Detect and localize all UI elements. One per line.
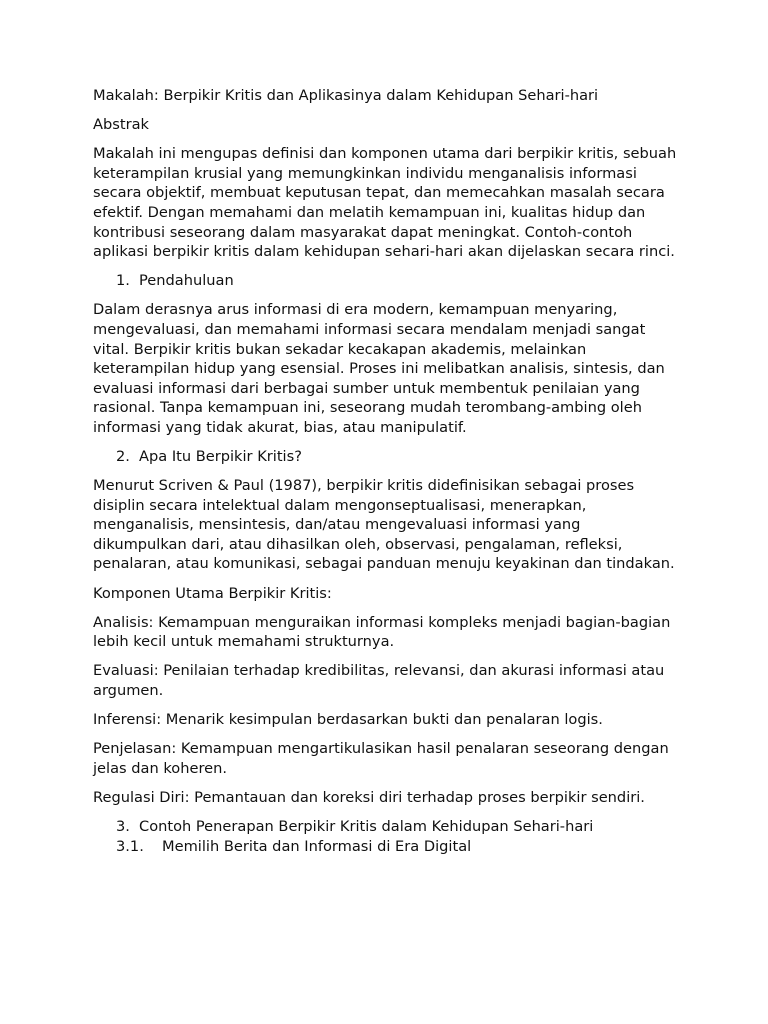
intro-paragraph: Dalam derasnya arus informasi di era modern, kemampuan menyaring, mengevaluasi, dan memahami informasi secara mendalam menjadi sangat vital. Berpikir kritis bukan sekadar kecakapan akademis, melainkan keterampilan hidup yang esensial. Proses ini melibatkan analisis, sintesis, dan evaluasi informasi dari berbagai sumber untuk membentuk penilaian yang rasional. Tanpa kemampuan ini, seseorang mudah terombang-ambing oleh informasi yang tidak akurat, bias, atau manipulatif.	[93, 301, 665, 436]
section-heading-1	[93, 271, 678, 291]
component-item: Inferensi: Menarik kesimpulan berdasarkan bukti dan penalaran logis.	[93, 711, 603, 729]
abstract-heading: Abstrak	[93, 116, 149, 134]
components-heading: Komponen Utama Berpikir Kritis:	[93, 584, 332, 602]
subsection-number: 3.1.	[116, 837, 144, 855]
definition-paragraph: Menurut Scriven & Paul (1987), berpikir kritis didefinisikan sebagai proses disiplin secara intelektual dalam mengonseptualisasi, menerapkan, menganalisis, mensintesis, dan/atau mengevaluasi informasi yang dikumpulkan dari, atau dihasilkan oleh, observasi, pengalaman, refleksi, penalaran, atau komunikasi, sebagai panduan menuju keyakinan dan tindakan.	[93, 477, 675, 573]
subsection-heading	[93, 837, 678, 857]
document-title: Makalah: Berpikir Kritis dan Aplikasinya dalam Kehidupan Sehari-hari	[93, 87, 599, 104]
component-item: Evaluasi: Penilaian terhadap kredibilitas, relevansi, dan akurasi informasi atau argumen.	[93, 662, 665, 699]
section-title: Contoh Penerapan Berpikir Kritis dalam Kehidupan Sehari-hari	[139, 817, 594, 835]
section-number: 2.	[116, 448, 130, 465]
section-heading-3	[93, 817, 678, 837]
section-heading-2	[93, 447, 678, 467]
component-item: Analisis: Kemampuan menguraikan informasi kompleks menjadi bagian-bagian lebih kecil untuk memahami strukturnya.	[93, 613, 671, 651]
abstract-paragraph: Makalah ini mengupas definisi dan komponen utama dari berpikir kritis, sebuah keterampilan krusial yang memungkinkan individu menganalisis informasi secara objektif, membuat keputusan tepat, dan memecahkan masalah secara efektif. Dengan memahami dan melatih kemampuan ini, kualitas hidup dan kontribusi seseorang dalam masyarakat dapat meningkat. Contoh-contoh aplikasi berpikir kritis dalam kehidupan sehari-hari akan dijelaskan secara rinci.	[93, 145, 677, 261]
component-item: Penjelasan: Kemampuan mengartikulasikan hasil penalaran seseorang dengan jelas dan koheren.	[93, 740, 669, 777]
component-item: Regulasi Diri: Pemantauan dan koreksi diri terhadap proses berpikir sendiri.	[93, 788, 645, 806]
section-number: 1.	[116, 272, 130, 290]
section-title: Pendahuluan	[139, 272, 234, 290]
section-number: 3.	[116, 817, 130, 835]
section-title: Apa Itu Berpikir Kritis?	[139, 448, 302, 465]
subsection-title: Memilih Berita dan Informasi di Era Digital	[162, 837, 472, 855]
